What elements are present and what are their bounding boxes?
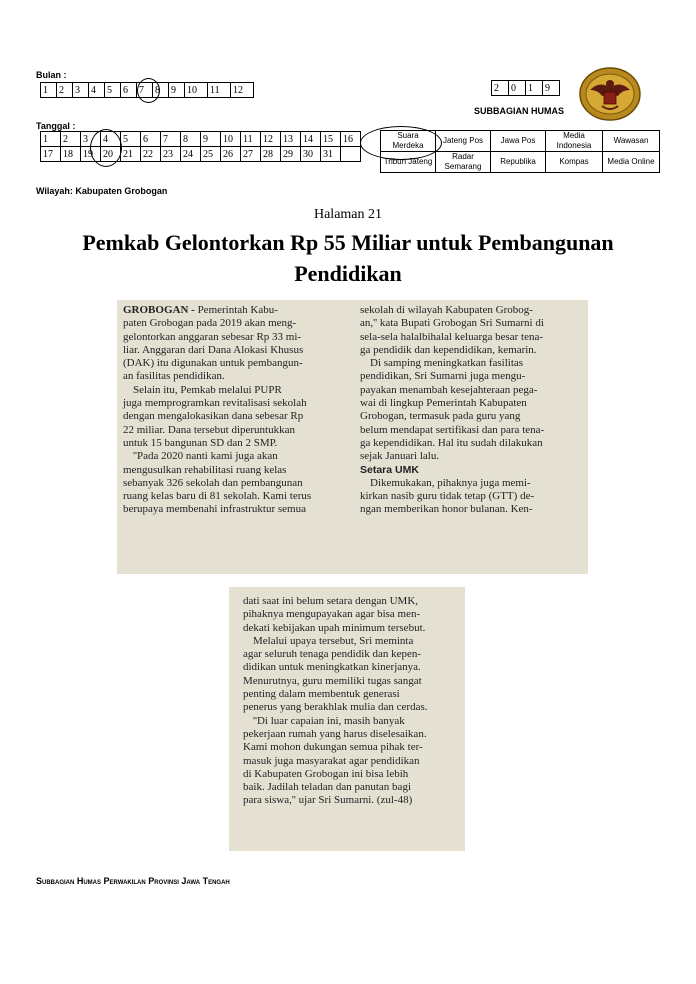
date-cell: 6 [141, 132, 161, 147]
month-cell: 9 [169, 83, 185, 98]
month-cell: 5 [105, 83, 121, 98]
text-line: Menurutnya, guru memiliki tugas sangat [243, 674, 422, 687]
date-cell: 12 [261, 132, 281, 147]
text-line: juga memprogramkan revitalisasi sekolah [123, 397, 307, 410]
media-cell: Media Indonesia [546, 131, 603, 152]
selected-month-circle [137, 78, 160, 103]
text-line: paten Grobogan pada 2019 akan meng- [123, 317, 297, 330]
text-line: Kami mohon dukungan semua pihak ter- [243, 741, 423, 754]
text-line: liar. Anggaran dari Dana Alokasi Khusus [123, 343, 304, 356]
date-cell: 7 [161, 132, 181, 147]
text-line: ''Di luar capaian ini, masih banyak [253, 714, 405, 727]
text-line: gelontorkan anggaran sebesar Rp 33 mi- [123, 330, 302, 343]
selected-date-circle [90, 129, 122, 167]
month-cell: 4 [89, 83, 105, 98]
media-cell: Republika [491, 152, 546, 173]
text-line: sebanyak 326 sekolah dan pembangunan [123, 476, 303, 489]
date-cell: 5 [121, 132, 141, 147]
text-line: 22 miliar. Dana tersebut diperuntukkan [123, 423, 295, 436]
date-cell: 8 [181, 132, 201, 147]
date-cell: 2 [61, 132, 81, 147]
text-line: (DAK) itu digunakan untuk pembangun- [123, 357, 303, 370]
article-title-line2: Pendidikan [294, 261, 402, 286]
clip2-column [243, 595, 457, 808]
text-line: mengusulkan rehabilitasi ruang kelas [123, 463, 287, 476]
text-line: berupaya membenahi infrastruktur semua [123, 503, 306, 516]
text-line: ngan memberikan honor bulanan. Ken- [360, 503, 533, 516]
text-line: payakan menambah kesejahteraan pega- [360, 383, 538, 396]
newspaper-clip-2 [229, 587, 465, 851]
year-digit: 0 [509, 81, 526, 96]
text-line: Setara UMK [360, 463, 419, 476]
text-line: masuk juga masyarakat agar pendidikan [243, 754, 420, 767]
text-line: Melalui upaya tersebut, Sri meminta [253, 634, 414, 647]
text-line: belum mendapat sertifikasi dan para tena- [360, 423, 545, 436]
text-line: sekolah di wilayah Kabupaten Grobog- [360, 304, 533, 316]
text-line: ga kependidikan. Hal itu sudah dilakukan [360, 436, 543, 449]
year-digit: 2 [492, 81, 509, 96]
text-line: pekerjaan rumah yang harus diselesaikan. [243, 727, 427, 740]
date-cell: 10 [221, 132, 241, 147]
text-line: wai di lingkup Pemerintah Kabupaten [360, 397, 527, 410]
year-digit: 1 [526, 81, 543, 96]
date-cell: 30 [301, 147, 321, 162]
month-cell: 8 [153, 83, 169, 98]
date-cell: 20 [101, 147, 121, 162]
media-cell: Suara Merdeka [381, 131, 436, 152]
date-cell: 11 [241, 132, 261, 147]
text-line: Selain itu, Pemkab melalui PUPR [133, 383, 282, 396]
year-digit: 9 [543, 81, 560, 96]
dateline: GROBOGAN - [123, 304, 195, 316]
date-cell: 9 [201, 132, 221, 147]
date-cell: 31 [321, 147, 341, 162]
date-cell: 29 [281, 147, 301, 162]
text-line: agar seluruh tenaga pendidik dan kepen- [243, 648, 422, 661]
text-line: an,'' kata Bupati Grobogan Sri Sumarni di [360, 317, 544, 330]
year-table [491, 80, 560, 96]
date-cell: 25 [201, 147, 221, 162]
text-line: di Kabupaten Grobogan ini bisa lebih [243, 767, 409, 780]
month-cell: 7 [137, 83, 153, 98]
text-line: penerus yang berakhlak mulia dan cerdas. [243, 701, 428, 714]
page-number: Halaman 21 [313, 207, 383, 222]
bulan-label: Bulan : [36, 70, 67, 80]
text-line: baik. Jadilah teladan dan panutan bagi [243, 781, 411, 794]
date-cell: 24 [181, 147, 201, 162]
text-line: pendidikan, Sri Sumarni juga mengu- [360, 370, 526, 383]
date-cell: 16 [341, 132, 361, 147]
text-line: penting dalam membentuk generasi [243, 688, 400, 701]
date-cell: 4 [101, 132, 121, 147]
date-cell: 18 [61, 147, 81, 162]
text-line: kirkan nasib guru tidak tetap (GTT) de- [360, 490, 535, 503]
clip1-column-2 [360, 304, 586, 517]
month-cell: 3 [73, 83, 89, 98]
date-cell: 26 [221, 147, 241, 162]
text-line: an fasilitas pendidikan. [123, 370, 225, 383]
date-cell: 17 [41, 147, 61, 162]
date-cell: 1 [41, 132, 61, 147]
text-line: dati saat ini belum setara dengan UMK, [243, 595, 419, 607]
text-line: ga pendidik dan kependidikan, kemarin. [360, 343, 537, 356]
date-cell [341, 147, 361, 162]
month-cell: 12 [231, 83, 254, 98]
text-line: dekati kebijakan upah minimum tersebut. [243, 621, 426, 634]
media-cell: Wawasan [603, 131, 660, 152]
text-line: Grobogan, termasuk pada guru yang [360, 410, 521, 423]
text-line: dengan mengalokasikan dana sebesar Rp [123, 410, 304, 423]
article-title-line1: Pemkab Gelontorkan Rp 55 Miliar untuk Pembangunan [82, 230, 614, 255]
date-cell: 23 [161, 147, 181, 162]
text-line: sejak Januari lalu. [360, 450, 440, 463]
text-line: pihaknya mengupayakan agar bisa men- [243, 608, 421, 621]
media-cell: Jawa Pos [491, 131, 546, 152]
clip1-column-1 [123, 304, 349, 517]
media-cell: Jateng Pos [436, 131, 491, 152]
date-cell: 28 [261, 147, 281, 162]
date-cell: 15 [321, 132, 341, 147]
text-line: ruang kelas baru di 81 sekolah. Kami terus [123, 490, 312, 503]
text-line: Di samping meningkatkan fasilitas [370, 357, 524, 370]
text-line: GROBOGAN - Pemerintah Kabu- [123, 304, 278, 316]
garuda-emblem-icon [578, 66, 642, 122]
text-line: didikan untuk meningkatkan kinerjanya. [243, 661, 421, 674]
date-cell: 21 [121, 147, 141, 162]
date-cell: 22 [141, 147, 161, 162]
text-line: untuk 15 bangunan SD dan 2 SMP. [123, 436, 278, 449]
month-cell: 1 [41, 83, 57, 98]
month-cell: 2 [57, 83, 73, 98]
month-cell: 6 [121, 83, 137, 98]
media-cell: Kompas [546, 152, 603, 173]
date-cell: 27 [241, 147, 261, 162]
text-line: sela-sela halalbihalal keluarga besar tena- [360, 330, 544, 343]
date-cell: 14 [301, 132, 321, 147]
media-cell: Tribun Jateng [381, 152, 436, 173]
newspaper-clip-1 [117, 300, 588, 574]
month-cell: 11 [208, 83, 231, 98]
selected-media-circle [360, 126, 442, 160]
date-cell: 19 [81, 147, 101, 162]
text-line: ''Pada 2020 nanti kami juga akan [133, 450, 278, 463]
org-label: SUBBAGIAN HUMAS [474, 106, 564, 116]
date-cell: 3 [81, 132, 101, 147]
media-cell: Media Online [603, 152, 660, 173]
wilayah-label: Wilayah: Kabupaten Grobogan [36, 186, 168, 196]
footer-label: Subbagian Humas Perwakilan Provinsi Jawa Tengah [36, 876, 230, 886]
media-cell: Radar Semarang [436, 152, 491, 173]
date-cell: 13 [281, 132, 301, 147]
text-line: Dikemukakan, pihaknya juga memi- [370, 476, 531, 489]
text-line: para siswa,'' ujar Sri Sumarni. (zul-48) [243, 794, 413, 807]
date-table [40, 131, 361, 162]
tanggal-label: Tanggal : [36, 121, 76, 131]
month-cell: 10 [185, 83, 208, 98]
